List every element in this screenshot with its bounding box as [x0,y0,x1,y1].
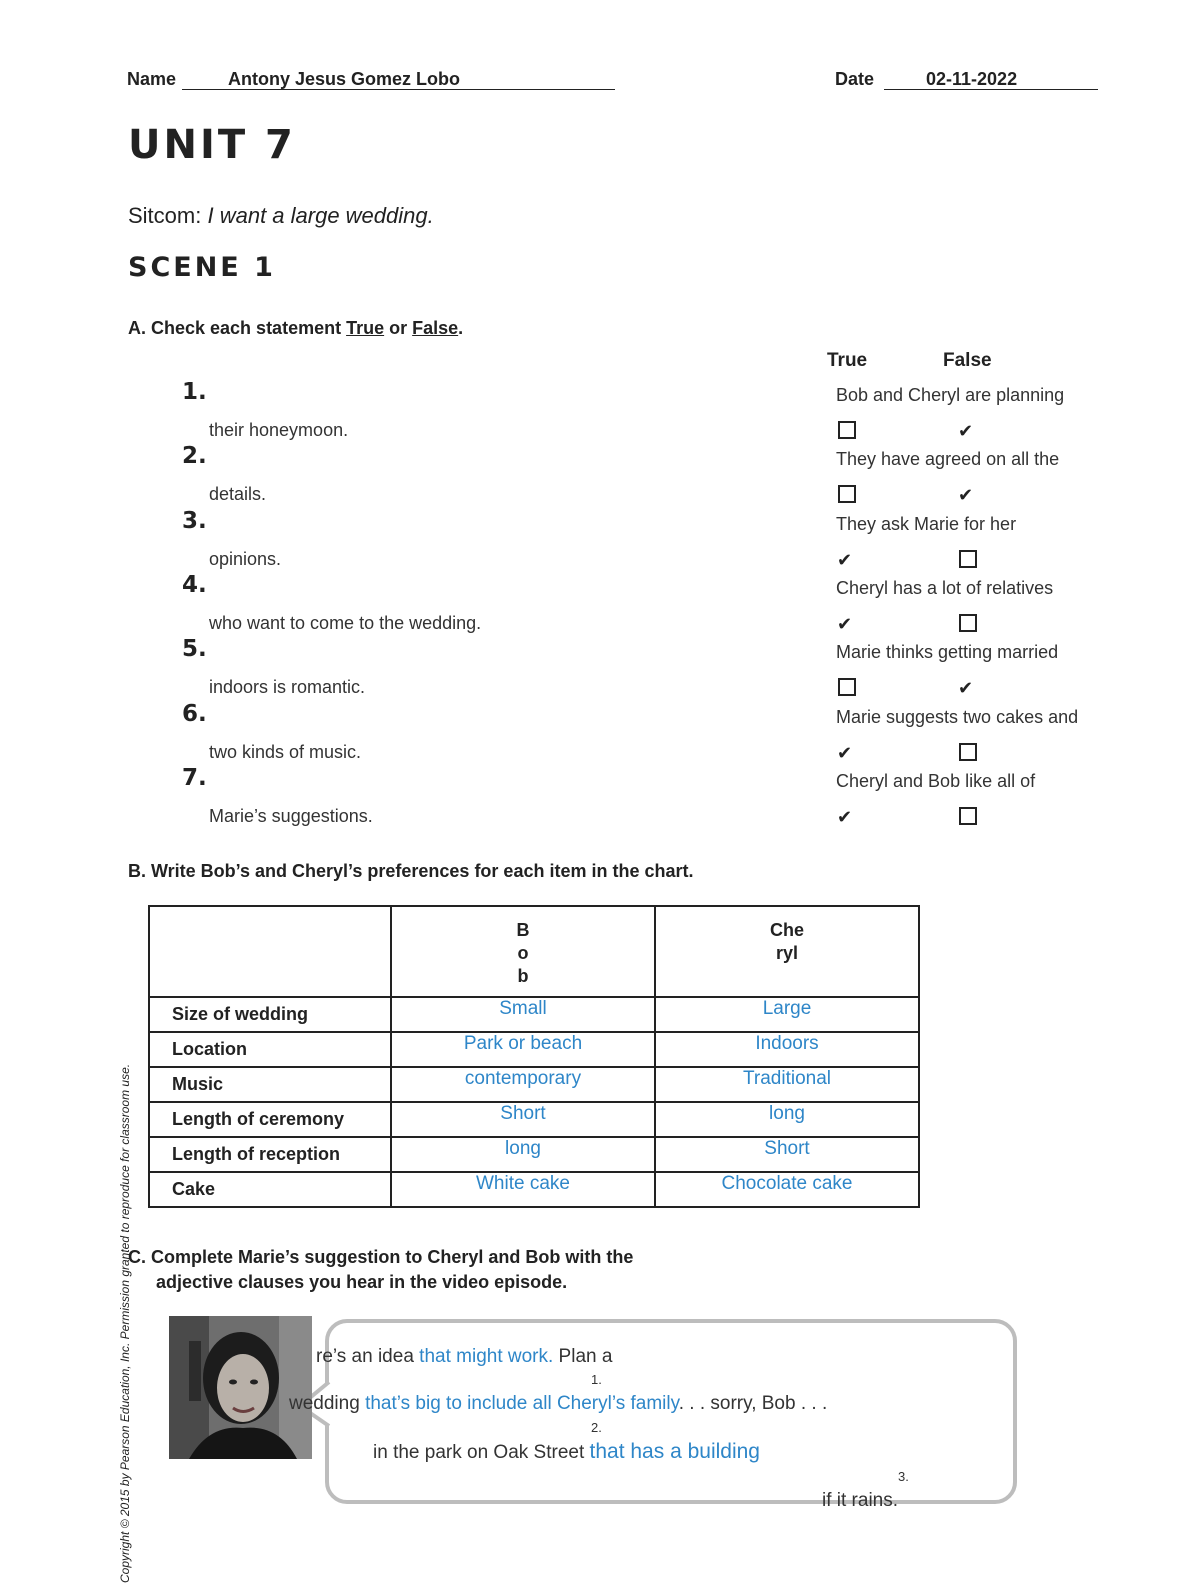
row-label: Size of wedding [149,997,391,1032]
bob-preference-cell[interactable]: long [391,1137,655,1172]
section-a-or-word: or [384,318,413,338]
true-checkmark-icon[interactable]: ✔ [837,613,853,634]
row-label: Length of reception [149,1137,391,1172]
cheryl-header-part: Che [769,920,804,940]
statement-continuation: opinions. [209,548,282,569]
statement-text: They ask Marie for her [836,513,1017,534]
date-label: Date [835,69,875,89]
bob-preference-cell[interactable]: Short [391,1102,655,1137]
section-c-line1: C. Complete Marie’s suggestion to Cheryl and Bob with the [128,1247,634,1267]
preferences-table [148,905,920,1208]
cheryl-preference-cell[interactable]: Traditional [655,1067,919,1102]
statement-text: Marie suggests two cakes and [836,706,1079,727]
copyright-notice: Copyright © 2015 by Pearson Education, Inc. Permission granted to reproduce for classroom use. [118,1063,132,1583]
bob-preference-cell[interactable]: Park or beach [391,1032,655,1067]
false-checkbox[interactable] [959,614,977,632]
blank-number-1: 1. [591,1372,602,1387]
statement-text: Marie thinks getting married [836,642,1059,663]
statement-text: Cheryl has a lot of relatives [836,577,1054,598]
true-checkmark-icon[interactable]: ✔ [837,549,853,570]
true-checkbox[interactable] [838,421,856,439]
true-checkbox[interactable] [838,485,856,503]
bubble-text: . . . sorry, Bob . . . [678,1393,828,1414]
unit-title: UNIT 7 [128,122,296,168]
false-checkmark-icon[interactable]: ✔ [958,421,974,441]
statement-number: 3. [182,507,207,534]
false-checkbox[interactable] [959,807,977,825]
false-checkmark-icon[interactable]: ✔ [958,485,974,506]
statement-continuation: their honeymoon. [209,420,349,440]
statement-continuation: who want to come to the wedding. [209,612,482,633]
column-true-header: True [827,350,868,371]
answer-3: that has a building [589,1440,760,1463]
true-checkmark-icon[interactable]: ✔ [837,806,853,827]
name-label: Name [127,69,177,89]
statement-text: They have agreed on all the [836,449,1060,470]
cheryl-preference-cell[interactable]: Large [655,997,919,1032]
bob-column-header [391,906,655,997]
statement-number: 1. [182,379,207,405]
table-row [149,1032,919,1067]
table-body [149,997,919,1207]
section-c-line2: adjective clauses you hear in the video episode. [156,1272,568,1292]
bubble-line-2 [289,1393,827,1415]
section-a-prefix: A. Check each statement [128,318,347,338]
statement-continuation: two kinds of music. [209,741,362,762]
false-checkmark-icon[interactable]: ✔ [958,678,974,699]
blank-number-2: 2. [591,1420,602,1435]
table-header-row [149,906,919,997]
statement-number: 2. [182,443,207,470]
bubble-text: wedding [289,1393,366,1414]
table-corner-cell [149,906,391,997]
bob-header-part: B [516,920,530,940]
bob-preference-cell[interactable]: White cake [391,1172,655,1207]
true-checkbox[interactable] [838,678,856,696]
cheryl-preference-cell[interactable]: Chocolate cake [655,1172,919,1207]
bob-header-part: o [517,943,529,963]
statement-continuation: indoors is romantic. [209,677,366,698]
bob-header-part: b [517,966,529,986]
section-a-false-word: False [412,318,459,338]
bubble-text: re’s an idea [316,1346,420,1367]
section-a-true-word: True [346,318,385,338]
row-label: Cake [149,1172,391,1207]
false-checkbox[interactable] [959,550,977,568]
statement-continuation: details. [209,484,267,505]
date-value: 02-11-2022 [926,69,1018,89]
row-label: Length of ceremony [149,1102,391,1137]
bubble-line-3 [373,1440,760,1464]
false-checkbox[interactable] [959,743,977,761]
section-a-instructions [128,318,463,339]
bubble-text: in the park on Oak Street [373,1442,590,1463]
true-checkmark-icon[interactable]: ✔ [837,742,853,763]
table-row [149,1067,919,1102]
row-label: Music [149,1067,391,1102]
bubble-line-1 [316,1346,612,1368]
statement-text: Cheryl and Bob like all of [836,770,1036,791]
section-c-instructions [128,1245,633,1295]
cheryl-preference-cell[interactable]: Indoors [655,1032,919,1067]
statement-number: 5. [182,636,207,663]
row-label: Location [149,1032,391,1067]
answer-1: that might work. [419,1346,554,1367]
cheryl-column-header [655,906,919,997]
table-row [149,997,919,1032]
sitcom-label: Sitcom: [128,203,202,228]
bubble-text: Plan a [553,1346,613,1367]
sitcom-line [128,203,434,229]
statement-number: 7. [182,764,207,791]
bob-preference-cell[interactable]: Small [391,997,655,1032]
statement-text: Bob and Cheryl are planning [836,385,1065,405]
section-b-instructions: B. Write Bob’s and Cheryl’s preferences for each item in the chart. [128,861,694,881]
column-false-header: False [943,350,992,371]
answer-2: that’s big to include all Cheryl’s family [365,1393,679,1414]
scene-title: SCENE 1 [128,252,276,283]
blank-number-3: 3. [898,1469,909,1484]
table-row [149,1172,919,1207]
name-value: Antony Jesus Gomez Lobo [228,69,461,89]
bubble-line-4: if it rains. [822,1490,899,1511]
cheryl-header-part: ryl [775,943,799,963]
sitcom-title: I want a large wedding. [207,203,434,228]
section-a-suffix: . [458,318,464,338]
table-row [149,1137,919,1172]
bob-preference-cell[interactable]: contemporary [391,1067,655,1102]
statement-continuation: Marie’s suggestions. [209,805,373,826]
cheryl-preference-cell[interactable]: long [655,1102,919,1137]
cheryl-preference-cell[interactable]: Short [655,1137,919,1172]
statement-number: 6. [182,700,207,727]
marie-photo [169,1316,312,1459]
statement-number: 4. [182,571,207,598]
table-row [149,1102,919,1137]
